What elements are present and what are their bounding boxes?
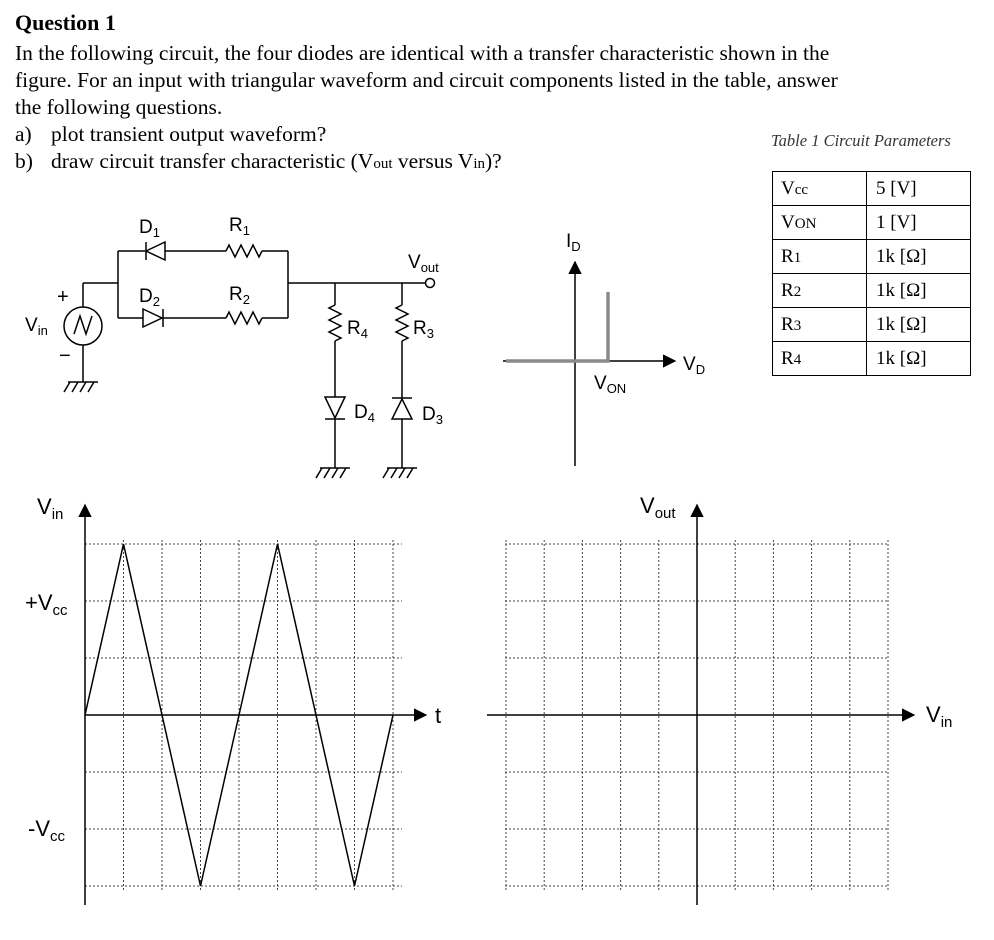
- ground-symbol: [316, 468, 350, 478]
- label-vin-x: $V_{in}$: [926, 702, 953, 731]
- ground-symbol: [383, 468, 417, 478]
- table-caption: Table 1 Circuit Parameters: [771, 131, 951, 150]
- question-line: In the following circuit, the four diodes are identical with a transfer characteristic shown in the: [15, 41, 830, 65]
- vin-source-wave: [74, 316, 92, 334]
- param-name: R2: [773, 274, 867, 308]
- label-d3: $D_3$: [422, 404, 443, 427]
- resistor-r2: [226, 312, 262, 324]
- diode-d2: [143, 309, 163, 327]
- label-vin-axis: $V_{in}$: [37, 494, 64, 523]
- param-value: 1k [Ω]: [867, 342, 971, 376]
- label-von: $V_{ON}$: [594, 373, 627, 396]
- param-value: 5 [V]: [867, 172, 971, 206]
- circuit-schematic: [64, 242, 435, 478]
- param-name: R3: [773, 308, 867, 342]
- question-title: Question 1: [15, 10, 116, 35]
- label-r4: $R_4$: [347, 318, 368, 341]
- label-plus: +: [57, 286, 69, 308]
- ground-symbol: [64, 382, 98, 392]
- item-text: plot transient output waveform?: [51, 122, 327, 146]
- label-d1: $D_1$: [139, 217, 160, 240]
- vin-time-plot: [25, 494, 441, 905]
- item-sub: out: [373, 156, 393, 172]
- label-d2: $D_2$: [139, 286, 160, 309]
- vout-terminal: [426, 279, 435, 288]
- question-line: figure. For an input with triangular waveform and circuit components listed in the table, answer: [15, 68, 838, 92]
- label-r3: $R_3$: [413, 318, 434, 341]
- item-text: draw circuit transfer characteristic (V: [51, 149, 374, 173]
- label-vin: $V_{in}$: [25, 315, 48, 338]
- diode-characteristic: [503, 231, 705, 466]
- label-id: $I_D$: [566, 231, 581, 254]
- label-r2: $R_2$: [229, 284, 250, 307]
- label-vout-axis: $V_{out}$: [640, 493, 676, 522]
- diode-d4: [325, 397, 345, 419]
- label-r1: $R_1$: [229, 215, 250, 238]
- param-name: R1: [773, 240, 867, 274]
- label-minus: −: [59, 345, 71, 367]
- resistor-r4: [329, 305, 341, 341]
- diode-curve: [506, 292, 608, 361]
- param-value: 1k [Ω]: [867, 240, 971, 274]
- param-value: 1 [V]: [867, 206, 971, 240]
- label-plus-vcc: $+V_{cc}$: [25, 590, 68, 619]
- param-name: Vcc: [773, 172, 867, 206]
- param-name: R4: [773, 342, 867, 376]
- resistor-r1: [226, 245, 262, 257]
- param-name: VON: [773, 206, 867, 240]
- question-line: the following questions.: [15, 95, 223, 119]
- item-text: )?: [485, 149, 502, 173]
- diode-d1: [146, 242, 165, 260]
- label-vd: $V_D$: [683, 354, 706, 377]
- transfer-plot: [487, 493, 952, 905]
- item-label: a): [15, 122, 32, 146]
- label-t: t: [435, 703, 442, 728]
- param-value: 1k [Ω]: [867, 308, 971, 342]
- label-d4: $D_4$: [354, 402, 375, 425]
- item-sub: in: [473, 156, 485, 172]
- label-vout: $V_{out}$: [408, 252, 439, 275]
- item-label: b): [15, 149, 33, 173]
- param-value: 1k [Ω]: [867, 274, 971, 308]
- label-minus-vcc: $-V_{cc}$: [28, 816, 65, 845]
- item-text: versus V: [392, 149, 474, 173]
- resistor-r3: [396, 305, 408, 341]
- diode-d3: [392, 398, 412, 419]
